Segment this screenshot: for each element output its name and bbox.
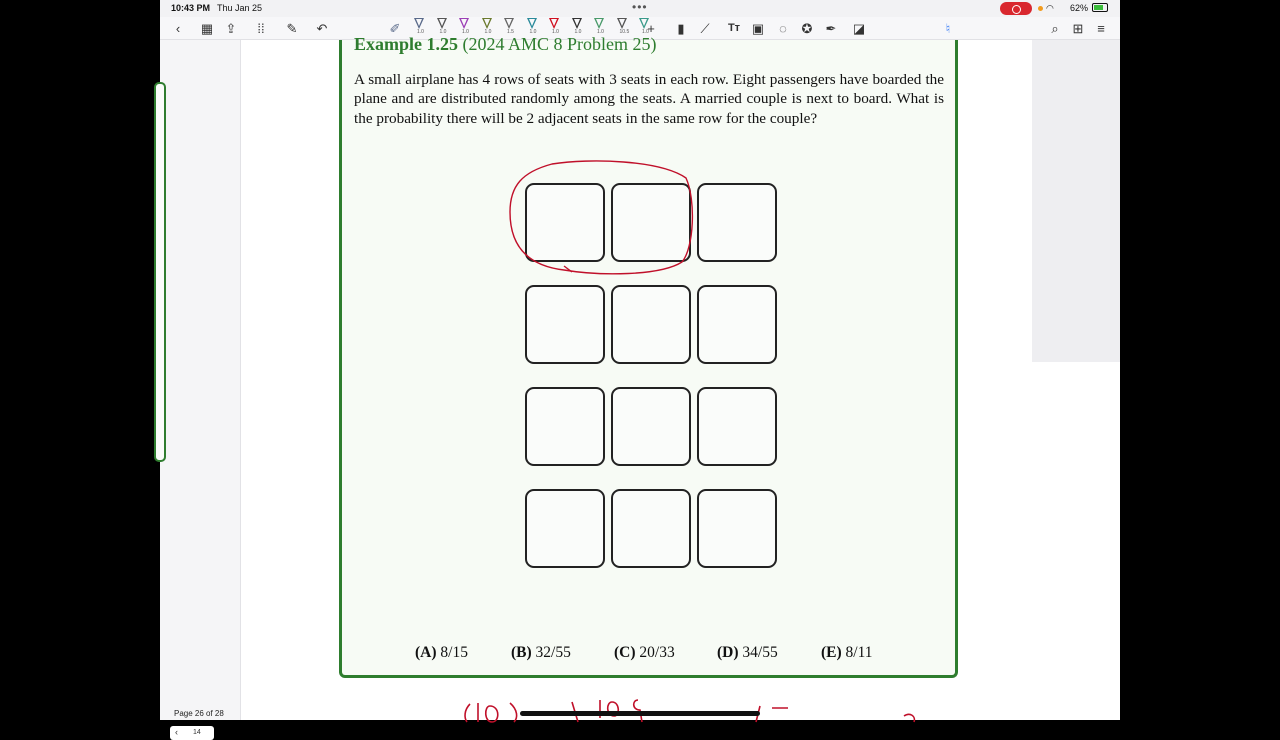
- pen-size-label: 10.5: [619, 29, 630, 35]
- highlighter-icon[interactable]: ✒: [825, 21, 837, 36]
- grid-icon[interactable]: ⁞⁞: [257, 21, 265, 36]
- thumbnails-icon[interactable]: ▦: [200, 21, 214, 36]
- choice-letter: (C): [614, 644, 636, 661]
- pen-size-label: 1.0: [574, 29, 582, 35]
- pen-tool-icon[interactable]: ✐: [389, 21, 401, 36]
- problem-text: A small airplane has 4 rows of seats with 3 seats in each row. Eight passengers have boarded the plane and are distributed randomly among the seats. A married couple is next to board. What is the probability there will be 2 adjacent seats in the same row for the couple?: [354, 71, 944, 127]
- new-page-icon[interactable]: ⊞: [1072, 21, 1084, 36]
- document-page[interactable]: [241, 34, 1032, 720]
- seat: [697, 285, 777, 364]
- page-number-field[interactable]: 14: [193, 729, 201, 736]
- more-icon[interactable]: ≡: [1097, 21, 1105, 36]
- pen-nib-inner: [484, 19, 490, 26]
- pen-nib-inner: [461, 19, 467, 26]
- pen-size-label: 1.0: [462, 29, 469, 35]
- export-icon[interactable]: ⇪: [225, 21, 237, 36]
- choice-letter: (B): [511, 644, 532, 661]
- mic-indicator-icon: [1038, 6, 1043, 11]
- pen-nib-inner: [416, 19, 422, 26]
- multitasking-dots-icon[interactable]: •••: [632, 0, 648, 14]
- seat: [611, 285, 691, 364]
- battery-icon: [1092, 3, 1108, 12]
- choice-value: 8/11: [845, 644, 873, 661]
- page-counter: Page 26 of 28: [174, 709, 224, 718]
- undo-icon[interactable]: ↶: [316, 21, 328, 36]
- page-thumbnail[interactable]: [154, 82, 166, 462]
- pen-size-label: 1.0: [597, 29, 604, 35]
- pen-nib-inner: [529, 19, 535, 26]
- battery-percent: 62%: [1070, 3, 1089, 13]
- choice-d: [717, 644, 778, 662]
- eraser-icon[interactable]: ▮: [677, 21, 685, 36]
- pen-size-label: 1.5: [507, 29, 514, 35]
- page-sidebar: [160, 40, 241, 737]
- pen-size-label: 1.0: [417, 29, 424, 35]
- choice-c: [614, 644, 675, 662]
- seat: [611, 489, 691, 568]
- choice-e: [821, 644, 873, 662]
- example-title: [354, 34, 657, 55]
- page-edit-icon[interactable]: ✎: [286, 21, 298, 36]
- seat: [611, 387, 691, 466]
- pen-size-label: 1.0: [529, 29, 537, 35]
- seat: [697, 387, 777, 466]
- shapes-icon[interactable]: ✪: [801, 21, 813, 36]
- home-indicator[interactable]: [520, 711, 760, 716]
- choice-value: 34/55: [742, 644, 778, 661]
- seat: [525, 285, 605, 364]
- screen-record-icon[interactable]: [1000, 2, 1032, 15]
- search-icon[interactable]: ⌕: [1051, 21, 1059, 36]
- pen-nib-inner: [506, 19, 512, 26]
- microphone-icon[interactable]: ♮: [945, 21, 951, 36]
- page-navigator[interactable]: [170, 726, 214, 740]
- example-label: Example 1.25: [354, 34, 459, 54]
- pen-nib-inner: [439, 19, 445, 26]
- choice-letter: (D): [717, 644, 739, 661]
- right-margin-lower: [1032, 362, 1120, 720]
- choice-letter: (E): [821, 644, 842, 661]
- sticker-icon[interactable]: ◪: [852, 21, 866, 36]
- status-bar: [160, 0, 1120, 17]
- example-source: (2024 AMC 8 Problem 25): [462, 34, 657, 54]
- pen-nib-inner: [574, 19, 580, 26]
- choice-value: 20/33: [639, 644, 675, 661]
- choice-letter: (A): [415, 644, 437, 661]
- image-icon[interactable]: ▣: [751, 21, 765, 36]
- text-icon[interactable]: Tт: [727, 22, 741, 34]
- back-icon[interactable]: ‹: [175, 21, 181, 36]
- lasso-icon[interactable]: ⟋: [700, 21, 710, 36]
- seat: [525, 183, 605, 262]
- choice-b: [511, 644, 571, 662]
- ipad-screen: [160, 0, 1120, 737]
- seat: [525, 387, 605, 466]
- add-pen-icon[interactable]: +: [647, 21, 655, 36]
- choice-value: 8/15: [440, 644, 468, 661]
- seat: [525, 489, 605, 568]
- date: Thu Jan 25: [217, 3, 263, 13]
- choice-a: [415, 644, 468, 662]
- comment-icon[interactable]: ◌: [779, 21, 787, 36]
- seat: [697, 183, 777, 262]
- seat: [611, 183, 691, 262]
- pen-size-label: 1.0: [552, 29, 559, 35]
- pen-size-label: 1.0: [484, 29, 492, 35]
- right-margin: [1032, 40, 1120, 362]
- seat: [697, 489, 777, 568]
- pen-nib-inner: [619, 19, 625, 26]
- example-box: [339, 34, 958, 678]
- pen-nib-inner: [596, 19, 602, 26]
- pen-size-label: 1.0: [439, 29, 447, 35]
- wifi-icon: ◠: [1046, 3, 1054, 13]
- clock: 10:43 PM: [171, 3, 211, 13]
- choice-value: 32/55: [535, 644, 571, 661]
- chevron-left-icon[interactable]: ‹: [175, 727, 178, 737]
- pen-nib-inner: [551, 19, 557, 26]
- pen-size-label: 1.0: [642, 29, 649, 35]
